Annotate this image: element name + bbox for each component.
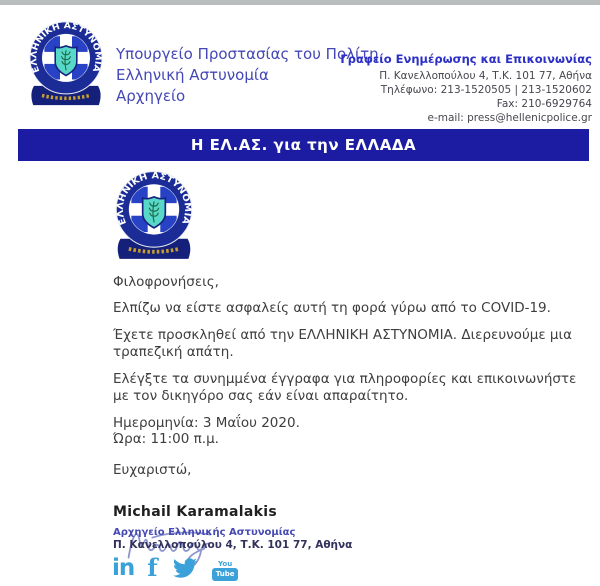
- agency-title-block: [116, 44, 379, 107]
- social-links-row: [112, 551, 239, 581]
- body-paragraph-summons: Έχετε προσκληθεί από την ΕΛΛΗΝΙΚΗ ΑΣΤΥΝΟΜΙΑ. Διερευνούμε μια τραπεζική απάτη.: [113, 327, 572, 360]
- top-window-strip: [0, 0, 600, 5]
- signer-name: Michail Karamalakis: [113, 504, 277, 520]
- footer-organization: Αρχηγείο Ελληνικής Αστυνομίας: [113, 527, 296, 538]
- facebook-icon[interactable]: f: [147, 553, 158, 582]
- ministry-line: Υπουργείο Προστασίας του Πολίτη: [116, 45, 379, 63]
- date-line: Ημερομηνία: 3 Μαΐου 2020.: [113, 415, 300, 431]
- youtube-tube-label: Tube: [212, 568, 238, 581]
- contact-info-block: [340, 52, 592, 125]
- contact-address: Π. Κανελλοπούλου 4, Τ.Κ. 101 77, Αθήνα: [379, 70, 592, 82]
- body-paragraph-covid: Ελπίζω να είστε ασφαλείς αυτή τη φορά γύρω από το COVID-19.: [113, 300, 551, 316]
- youtube-icon[interactable]: [212, 560, 239, 581]
- contact-email: e-mail: press@hellenicpolice.gr: [427, 112, 592, 124]
- contact-phone: Τηλέφωνο: 213-1520505 | 213-1520602: [380, 84, 592, 96]
- contact-office-title: Γραφείο Ενημέρωσης και Επικοινωνίας: [340, 52, 592, 66]
- body-paragraph-attachments: Ελέγξτε τα συνημμένα έγγραφα για πληροφορίες και επικοινωνήστε με τον δικηγόρο σας εάν είναι απαραίτητο.: [113, 371, 577, 404]
- twitter-icon[interactable]: [171, 556, 199, 580]
- headquarters-line: Αρχηγείο: [116, 87, 186, 105]
- youtube-you-label: You: [217, 560, 233, 568]
- date-time-block: [113, 415, 595, 447]
- letter-body: [113, 266, 595, 571]
- hellenic-police-emblem-center-icon: [112, 170, 196, 269]
- closing-line: Ευχαριστώ,: [113, 462, 192, 478]
- time-line: Ώρα: 11:00 π.μ.: [113, 431, 219, 447]
- police-line: Ελληνική Αστυνομία: [116, 66, 269, 84]
- contact-fax: Fax: 210-6929764: [496, 98, 592, 110]
- footer-address: Π. Κανελλοπούλου 4, Τ.Κ. 101 77, Αθήνα: [113, 539, 353, 551]
- greeting-line: Φιλοφρονήσεις,: [113, 274, 219, 290]
- linkedin-icon[interactable]: in: [112, 555, 135, 581]
- hellenic-police-emblem-icon: [26, 20, 106, 115]
- slogan-banner: Η ΕΛ.ΑΣ. για την ΕΛΛΑΔΑ: [18, 129, 589, 161]
